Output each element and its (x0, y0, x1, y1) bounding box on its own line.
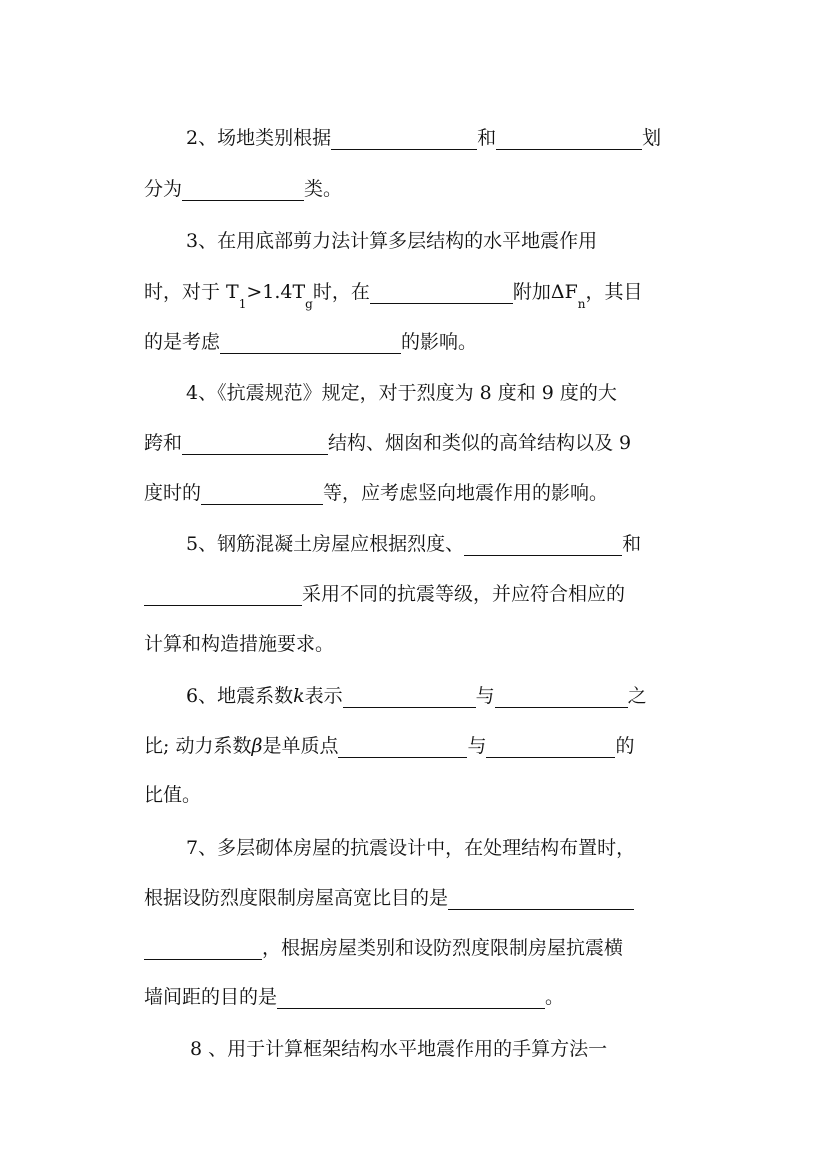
answer-blank[interactable] (496, 129, 642, 150)
answer-blank[interactable] (331, 129, 477, 150)
q3-text: 的影响。 (401, 331, 478, 353)
q3-text: 3、在用底部剪力法计算多层结构的水平地震作用 (186, 230, 598, 252)
q7-line-1 (186, 836, 690, 860)
q4-line-2 (144, 431, 690, 455)
q6-line-3 (144, 783, 690, 807)
q6-text: 之 (627, 685, 647, 707)
answer-blank[interactable] (343, 687, 476, 708)
q7-text: 墙间距的目的是 (144, 986, 278, 1008)
q4-line-3 (144, 481, 690, 505)
answer-blank[interactable] (338, 737, 467, 758)
q3-text: 附加ΔF (512, 281, 578, 303)
q6-text: 比值。 (144, 784, 202, 806)
answer-blank[interactable] (370, 283, 513, 304)
q8-text: 8 、用于计算框架结构水平地震作用的手算方法一 (190, 1038, 608, 1060)
q3-line-2: 时，对于 T 1 >1.4T g 时，在 附加ΔF n ，其目 (144, 281, 643, 311)
q6-line-1 (186, 684, 690, 708)
q8-line-1 (190, 1037, 690, 1061)
q6-text: 6、地震系数 (186, 685, 294, 707)
q3-text: ，其目 (585, 281, 643, 303)
q6-text: 表示 (304, 685, 343, 707)
answer-blank[interactable] (182, 434, 328, 455)
answer-blank[interactable] (144, 585, 302, 606)
answer-blank[interactable] (486, 737, 615, 758)
answer-blank[interactable] (277, 988, 545, 1009)
q4-text: 4、《抗震规范》规定，对于烈度为 8 度和 9 度的大 (186, 382, 617, 404)
q4-text: 结构、烟囱和类似的高耸结构以及 9 (328, 432, 632, 454)
q6-text: 比; 动力系数 (144, 735, 252, 757)
q6-text: 与 (475, 685, 495, 707)
symbol-beta: β (251, 735, 263, 757)
q5-text: 和 (622, 533, 642, 555)
q3-text: >1.4T (246, 281, 306, 303)
q6-text: 的 (615, 735, 635, 757)
q3-text: 时，在 (312, 281, 370, 303)
q7-line-4 (144, 985, 690, 1009)
q3-text: 时，对于 T (144, 281, 239, 303)
answer-blank[interactable] (144, 939, 262, 960)
q6-text: 是单质点 (262, 735, 339, 757)
q7-text: 根据设防烈度限制房屋高宽比目的是 (144, 887, 449, 909)
q7-line-3 (144, 936, 690, 960)
q3-text: 的是考虑 (144, 331, 221, 353)
q5-text: 采用不同的抗震等级，并应符合相应的 (302, 583, 626, 605)
q6-line-2 (144, 734, 690, 758)
answer-blank[interactable] (220, 333, 401, 354)
answer-blank[interactable] (495, 687, 628, 708)
q4-text: 跨和 (144, 432, 183, 454)
q3-line-1 (186, 229, 690, 253)
q2-text: 类。 (304, 178, 343, 200)
q7-text: 。 (545, 986, 565, 1008)
q5-line-3 (144, 632, 690, 656)
q4-line-1 (186, 381, 690, 405)
q2-line-1 (186, 126, 690, 150)
answer-blank[interactable] (201, 484, 323, 505)
q6-text: 与 (467, 735, 487, 757)
q2-line-2 (144, 177, 690, 201)
q2-text: 和 (477, 127, 497, 149)
q5-text: 5、钢筋混凝土房屋应根据烈度、 (186, 533, 465, 555)
q7-text: ，根据房屋类别和设防烈度限制房屋抗震横 (262, 937, 624, 959)
q2-text: 分为 (144, 178, 183, 200)
answer-blank[interactable] (448, 889, 634, 910)
q2-text: 2、场地类别根据 (186, 127, 332, 149)
q5-line-1 (186, 532, 690, 556)
q2-text: 划 (642, 127, 662, 149)
q4-text: 等，应考虑竖向地震作用的影响。 (323, 482, 609, 504)
q5-text: 计算和构造措施要求。 (144, 633, 335, 655)
q5-line-2 (144, 582, 690, 606)
q7-line-2 (144, 886, 690, 910)
q4-text: 度时的 (144, 482, 202, 504)
q7-text: 7、多层砌体房屋的抗震设计中，在处理结构布置时， (186, 837, 636, 859)
answer-blank[interactable] (464, 535, 622, 556)
symbol-k: k (293, 685, 305, 707)
answer-blank[interactable] (182, 180, 304, 201)
q3-line-3 (144, 330, 690, 354)
